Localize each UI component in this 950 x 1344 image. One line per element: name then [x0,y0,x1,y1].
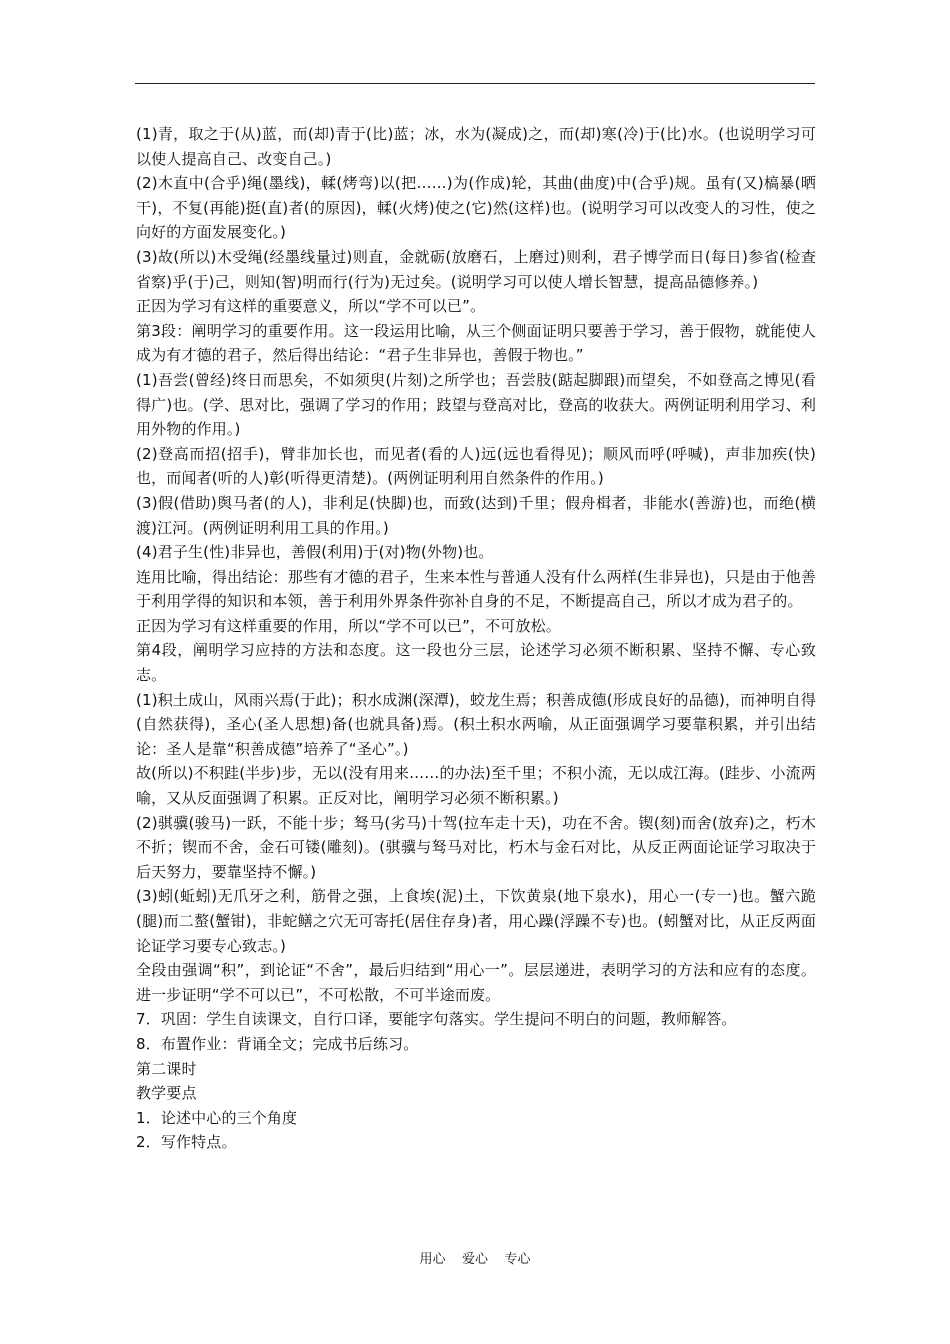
paragraph: (2)骐骥(骏马)一跃，不能十步；驽马(劣马)十驾(拉车走十天)，功在不舍。锲(刻)而舍(放弃)之，朽木不折；锲而不舍，金石可镂(雕刻)。(骐骥与驽马对比，朽木与金石对比，从反正两面论证学习取决于后天努力，要靠坚持不懈。) [136,813,816,881]
paragraph: (3)故(所以)木受绳(经墨线量过)则直，金就砺(放磨石，上磨过)则利，君子博学而日(每日)参省(检查省察)乎(于)己，则知(智)明而行(行为)无过矣。(说明学习可以使人增长智慧，提高品德修养。) [136,247,816,291]
section-heading: 第二课时 [136,1059,197,1078]
paragraph: 正因为学习有这样重要的作用，所以“学不可以已”，不可放松。 [136,616,561,635]
paragraph: 故(所以)不积跬(半步)步，无以(没有用来……的办法)至千里；不积小流，无以成江海。(跬步、小流两喻，又从反面强调了积累。正反对比，阐明学习必须不断积累。) [136,764,816,808]
paragraph: (4)君子生(性)非异也，善假(利用)于(对)物(外物)也。 [136,543,494,562]
paragraph: (3)蚓(蚯蚓)无爪牙之利，筋骨之强，上食埃(泥)土，下饮黄泉(地下泉水)，用心一(专一)也。蟹六跪(腿)而二螯(蟹钳)，非蛇鳝之穴无可寄托(居住存身)者，用心躁(浮躁不专)也。(蚓蟹对比，从正反两面论证学习要专心致志。) [136,887,816,955]
paragraph: 7．巩固：学生自读课文，自行口译，要能字句落实。学生提问不明白的问题，教师解答。 [136,1010,737,1029]
header-rule [135,83,815,84]
paragraph: 正因为学习有这样的重要意义，所以“学不可以已”。 [136,297,486,316]
paragraph: 8．布置作业：背诵全文；完成书后练习。 [136,1034,419,1053]
list-item: 1．论述中心的三个角度 [136,1108,298,1127]
paragraph: 连用比喻，得出结论：那些有才德的君子，生来本性与普通人没有什么两样(生非异也)，只是由于他善于利用学得的知识和本领，善于利用外界条件弥补自身的不足，不断提高自己，所以才成为君子的。 [136,567,816,611]
section-heading: 教学要点 [136,1084,197,1103]
paragraph: (1)吾尝(曾经)终日而思矣，不如须臾(片刻)之所学也；吾尝肢(踮起脚跟)而望矣，不如登高之博见(看得广)也。(学、思对比，强调了学习的作用；跂望与登高对比，登高的收获大。两例证明利用学习、利用外物的作用。) [136,370,816,439]
list-item: 2．写作特点。 [136,1133,237,1152]
paragraph: (1)青，取之于(从)蓝，而(却)青于(比)蓝；冰，水为(凝成)之，而(却)寒(冷)于(比)水。(也说明学习可以使人提高自己、改变自己。) [136,125,816,168]
paragraph: (2)木直中(合乎)绳(墨线)，輮(烤弯)以(把……)为(作成)轮，其曲(曲度)中(合乎)规。虽有(又)槁暴(晒干)，不复(再能)挺(直)者(的原因)，輮(火烤)使之(它)然(这样)也。(说明学习可以改变人的习性，使之向好的方面发展变化。) [136,174,816,242]
paragraph: (1)积土成山，风雨兴焉(于此)；积水成渊(深潭)，蛟龙生焉；积善成德(形成良好的品德)，而神明自得(自然获得)，圣心(圣人思想)备(也就具备)焉。(积土积水两喻，从正面强调学习要靠积累，并引出结论：圣人是靠“积善成德”培养了“圣心”。) [136,690,816,758]
paragraph: (2)登高而招(招手)，臂非加长也，而见者(看的人)远(远也看得见)；顺风而呼(呼喊)，声非加疾(快)也，而闻者(听的人)彰(听得更清楚)。(两例证明利用自然条件的作用。) [136,444,816,488]
paragraph: 第4段，阐明学习应持的方法和态度。这一段也分三层，论述学习必须不断积累、坚持不懈、专心致志。 [136,641,816,685]
paragraph: 全段由强调“积”，到论证“不舍”，最后归结到“用心一”。层层递进，表明学习的方法和应有的态度。进一步证明“学不可以已”，不可松散，不可半途而废。 [136,961,816,1004]
page-footer: 用心 爱心 专心 [419,1252,531,1267]
document-body [136,122,816,1155]
paragraph: 第3段：阐明学习的重要作用。这一段运用比喻，从三个侧面证明只要善于学习，善于假物，就能使人成为有才德的君子，然后得出结论：“君子生非异也，善假于物也。” [136,321,816,365]
paragraph: (3)假(借助)舆马者(的人)，非利足(快脚)也，而致(达到)千里；假舟楫者，非能水(善游)也，而绝(横渡)江河。(两例证明利用工具的作用。) [136,493,816,537]
